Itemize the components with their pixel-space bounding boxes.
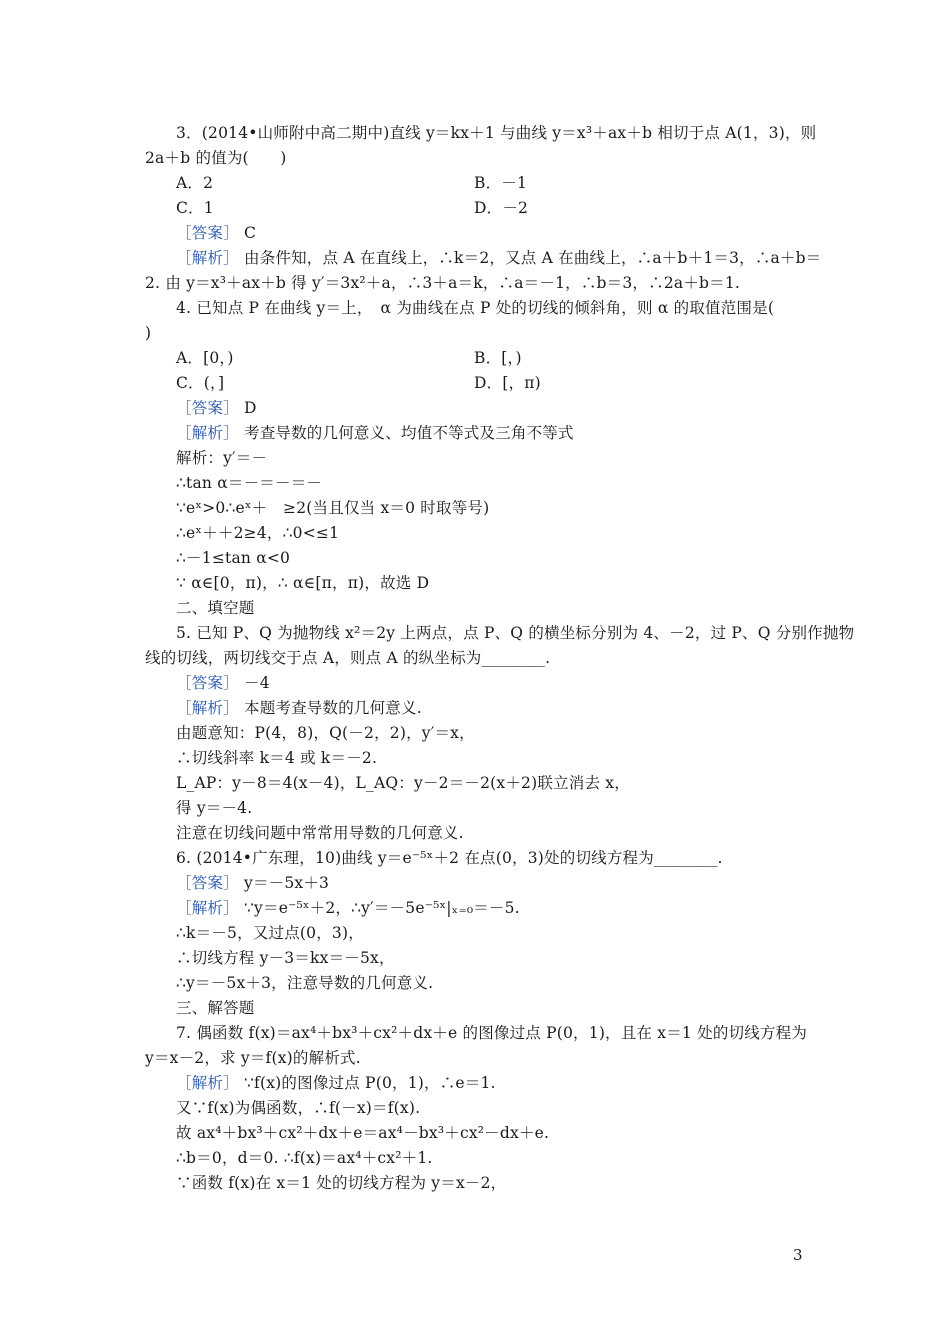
q4-option-a: A．[0，) — [176, 349, 234, 367]
q6-analysis-line1: ∵y＝e⁻⁵ˣ＋2，∴y′＝－5e⁻⁵ˣ|ₓ₌₀＝－5. — [244, 899, 520, 917]
q3-option-a: A．2 — [176, 174, 214, 192]
q4-option-d: D．[，π) — [474, 374, 541, 392]
q4-analysis-line3: ∴tan α＝－＝－＝－ — [176, 474, 323, 492]
q5-analysis-line3: ∴切线斜率 k＝4 或 k＝－2. — [176, 749, 378, 767]
page-number: 3 — [793, 1246, 803, 1264]
q5-analysis-line1: 本题考查导数的几何意义. — [244, 699, 422, 717]
q5-analysis-line6: 注意在切线问题中常常用导数的几何意义. — [176, 824, 464, 842]
q3-option-b: B．－1 — [474, 174, 528, 192]
q6-analysis-line3: ∴切线方程 y－3＝kx＝－5x， — [176, 949, 395, 967]
q4-analysis-line7: ∵ α∈[0，π)，∴ α∈[π，π)，故选 D — [176, 574, 430, 592]
q5-analysis-line5: 得 y＝－4. — [176, 799, 253, 817]
answer-tag: ［答案］ — [176, 399, 239, 417]
answer-tag: ［答案］ — [176, 874, 239, 892]
q4-analysis-line2: 解析：y′＝－ — [176, 449, 268, 467]
q7-line1: 7. 偶函数 f(x)＝ax⁴＋bx³＋cx²＋dx＋e 的图像过点 P(0，1)，且在 x＝1 处的切线方程为 — [176, 1024, 808, 1042]
q4-answer: D — [244, 399, 257, 417]
q7-analysis-line2: 又∵f(x)为偶函数，∴f(－x)＝f(x). — [176, 1099, 421, 1117]
q7-analysis-line1: ∵f(x)的图像过点 P(0，1)，∴e＝1. — [244, 1074, 496, 1092]
q7-analysis-line5: ∵函数 f(x)在 x＝1 处的切线方程为 y＝x－2， — [176, 1174, 507, 1192]
q4-option-c: C．(，] — [176, 374, 225, 392]
analysis-tag: ［解析］ — [176, 249, 239, 267]
q5-analysis-line4: L_AP：y－8＝4(x－4)，L_AQ：y－2＝－2(x＋2)联立消去 x， — [176, 774, 630, 792]
q3-line2: 2a＋b 的值为( ) — [145, 149, 287, 167]
section-fill-blank-heading: 二、填空题 — [176, 599, 255, 617]
analysis-tag: ［解析］ — [176, 424, 239, 442]
q6-analysis-line4: ∴y＝－5x＋3，注意导数的几何意义. — [176, 974, 434, 992]
q4-option-b: B．[，) — [474, 349, 522, 367]
answer-tag: ［答案］ — [176, 674, 239, 692]
q6-analysis-line2: ∴k＝－5，又过点(0，3)， — [176, 924, 364, 942]
q3-analysis-line1: 由条件知，点 A 在直线上，∴k＝2，又点 A 在曲线上，∴a＋b＋1＝3，∴a＋b＝ — [244, 249, 822, 267]
q4-line1: 4. 已知点 P 在曲线 y＝上， α 为曲线在点 P 处的切线的倾斜角，则 α 的取值范围是( — [176, 299, 775, 317]
q3-line1: 3．(2014•山师附中高二期中)直线 y＝kx＋1 与曲线 y＝x³＋ax＋b 相切于点 A(1，3)，则 — [176, 124, 817, 142]
q4-analysis-line6: ∴－1≤tan α<0 — [176, 549, 291, 567]
q7-analysis-line3: 故 ax⁴＋bx³＋cx²＋dx＋e＝ax⁴－bx³＋cx²－dx＋e. — [176, 1124, 550, 1142]
section-solve-heading: 三、解答题 — [176, 999, 255, 1017]
analysis-tag: ［解析］ — [176, 899, 239, 917]
q7-line2: y＝x－2，求 y＝f(x)的解析式. — [145, 1049, 361, 1067]
analysis-tag: ［解析］ — [176, 1074, 239, 1092]
q3-answer: C — [244, 224, 257, 242]
q4-analysis-line4: ∵eˣ>0∴eˣ＋ ≥2(当且仅当 x＝0 时取等号) — [176, 499, 490, 517]
q7-analysis-line4: ∴b＝0，d＝0. ∴f(x)＝ax⁴＋cx²＋1. — [176, 1149, 433, 1167]
q4-analysis-line5: ∴eˣ＋＋2≥4，∴0<≤1 — [176, 524, 340, 542]
q4-line2: ) — [145, 324, 152, 342]
q6-line1: 6. (2014•广东理，10)曲线 y＝e⁻⁵ˣ＋2 在点(0，3)处的切线方程为________. — [176, 849, 723, 867]
answer-tag: ［答案］ — [176, 224, 239, 242]
q5-line2: 线的切线，两切线交于点 A，则点 A 的纵坐标为________. — [145, 649, 551, 667]
q6-answer: y＝－5x＋3 — [244, 874, 330, 892]
q4-analysis-line1: 考查导数的几何意义、均值不等式及三角不等式 — [244, 424, 574, 442]
q3-option-d: D．－2 — [474, 199, 529, 217]
q3-option-c: C．1 — [176, 199, 214, 217]
q5-line1: 5. 已知 P、Q 为抛物线 x²＝2y 上两点，点 P、Q 的横坐标分别为 4、－2，过 P、Q 分别作抛物 — [176, 624, 855, 642]
q5-answer: －4 — [244, 674, 270, 692]
analysis-tag: ［解析］ — [176, 699, 239, 717]
q5-analysis-line2: 由题意知：P(4，8)，Q(－2，2)，y′＝x， — [176, 724, 475, 742]
q3-analysis-line2: 2. 由 y＝x³＋ax＋b 得 y′＝3x²＋a，∴3＋a＝k，∴a＝－1，∴b＝3，∴2a＋b＝1. — [145, 274, 741, 292]
